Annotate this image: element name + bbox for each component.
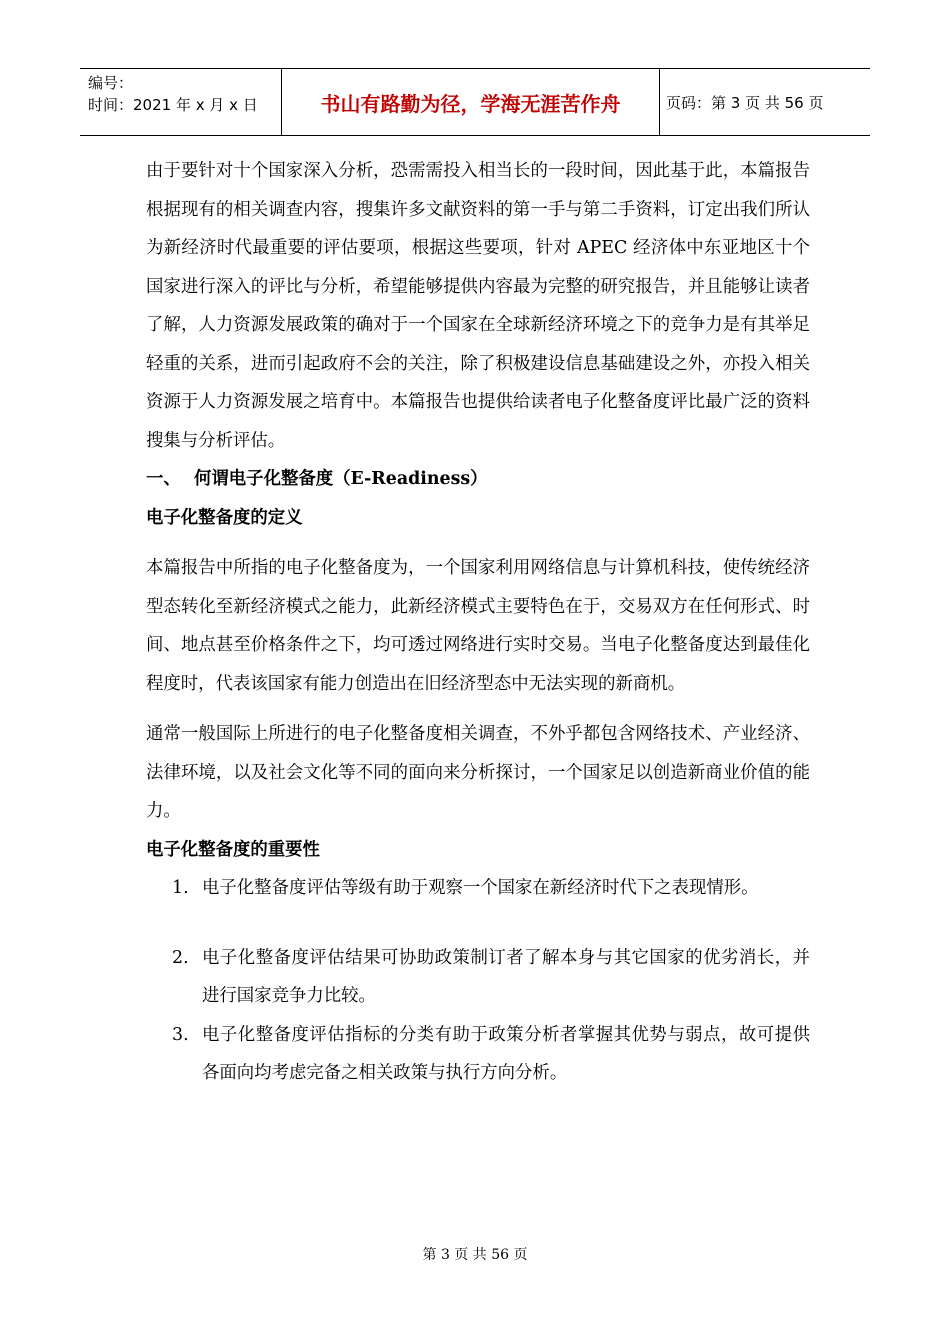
list-item [146, 1016, 810, 1093]
section-title: 何谓电子化整备度（E-Readiness） [194, 469, 488, 489]
list-item-text: 电子化整备度评估指标的分类有助于政策分析者掌握其优势与弱点，故可提供各面向均考虑完备之相关政策与执行方向分析。 [202, 1024, 810, 1083]
document-date: 时间：2021 年 x 月 x 日 [88, 96, 258, 114]
header-page-info: 页码：第 3 页 共 56 页 [666, 93, 824, 112]
subsection-heading-definition: 电子化整备度的定义 [146, 507, 303, 528]
section-number: 一、 [146, 469, 181, 489]
list-item-number: 3. [172, 1024, 189, 1045]
header-motto-cell [282, 69, 660, 135]
header-motto: 书山有路勤为径，学海无涯苦作舟 [320, 91, 621, 116]
section-heading [146, 460, 810, 499]
intro-paragraph: 由于要针对十个国家深入分析，恐需需投入相当长的一段时间，因此基于此，本篇报告根据现有的相关调查内容，搜集许多文献资料的第一手与第二手资料，订定出我们所认为新经济时代最重要的评估要项，根据这些要项，针对 APEC 经济体中东亚地区十个国家进行深入的评比与分析，希望能够提供内容最为完整的研究报告，并且能够让读者了解，人力资源发展政策的确对于一个国家在全球新经济环境之下的竞争力是有其举足轻重的关系，进而引起政府不会的关注，除了积极建设信息基础建设之外，亦投入相关资源于人力资源发展之培育中。本篇报告也提供给读者电子化整备度评比最广泛的资料搜集与分析评估。 [146, 161, 810, 451]
list-item-text: 电子化整备度评估结果可协助政策制订者了解本身与其它国家的优劣消长，并进行国家竞争力比较。 [202, 947, 810, 1006]
list-item-number: 1. [172, 878, 189, 898]
list-item-number: 2. [172, 947, 189, 968]
importance-list [146, 869, 810, 1093]
survey-paragraph: 通常一般国际上所进行的电子化整备度相关调查，不外乎都包含网络技术、产业经济、法律环境，以及社会文化等不同的面向来分析探讨，一个国家足以创造新商业价值的能力。 [146, 724, 810, 821]
page-header [80, 68, 870, 136]
page-footer: 第 3 页 共 56 页 [422, 1247, 528, 1263]
list-item [146, 869, 810, 908]
definition-paragraph: 本篇报告中所指的电子化整备度为，一个国家利用网络信息与计算机科技，使传统经济型态转化至新经济模式之能力，此新经济模式主要特色在于，交易双方在任何形式、时间、地点甚至价格条件之下，均可透过网络进行实时交易。当电子化整备度达到最佳化程度时，代表该国家有能力创造出在旧经济型态中无法实现的新商机。 [146, 558, 810, 694]
list-item [146, 939, 810, 1016]
list-item-text: 电子化整备度评估等级有助于观察一个国家在新经济时代下之表现情形。 [202, 878, 759, 898]
subsection-heading-importance: 电子化整备度的重要性 [146, 839, 320, 860]
header-meta [80, 69, 282, 135]
document-body [146, 152, 810, 1093]
document-number-label: 编号： [88, 74, 134, 92]
